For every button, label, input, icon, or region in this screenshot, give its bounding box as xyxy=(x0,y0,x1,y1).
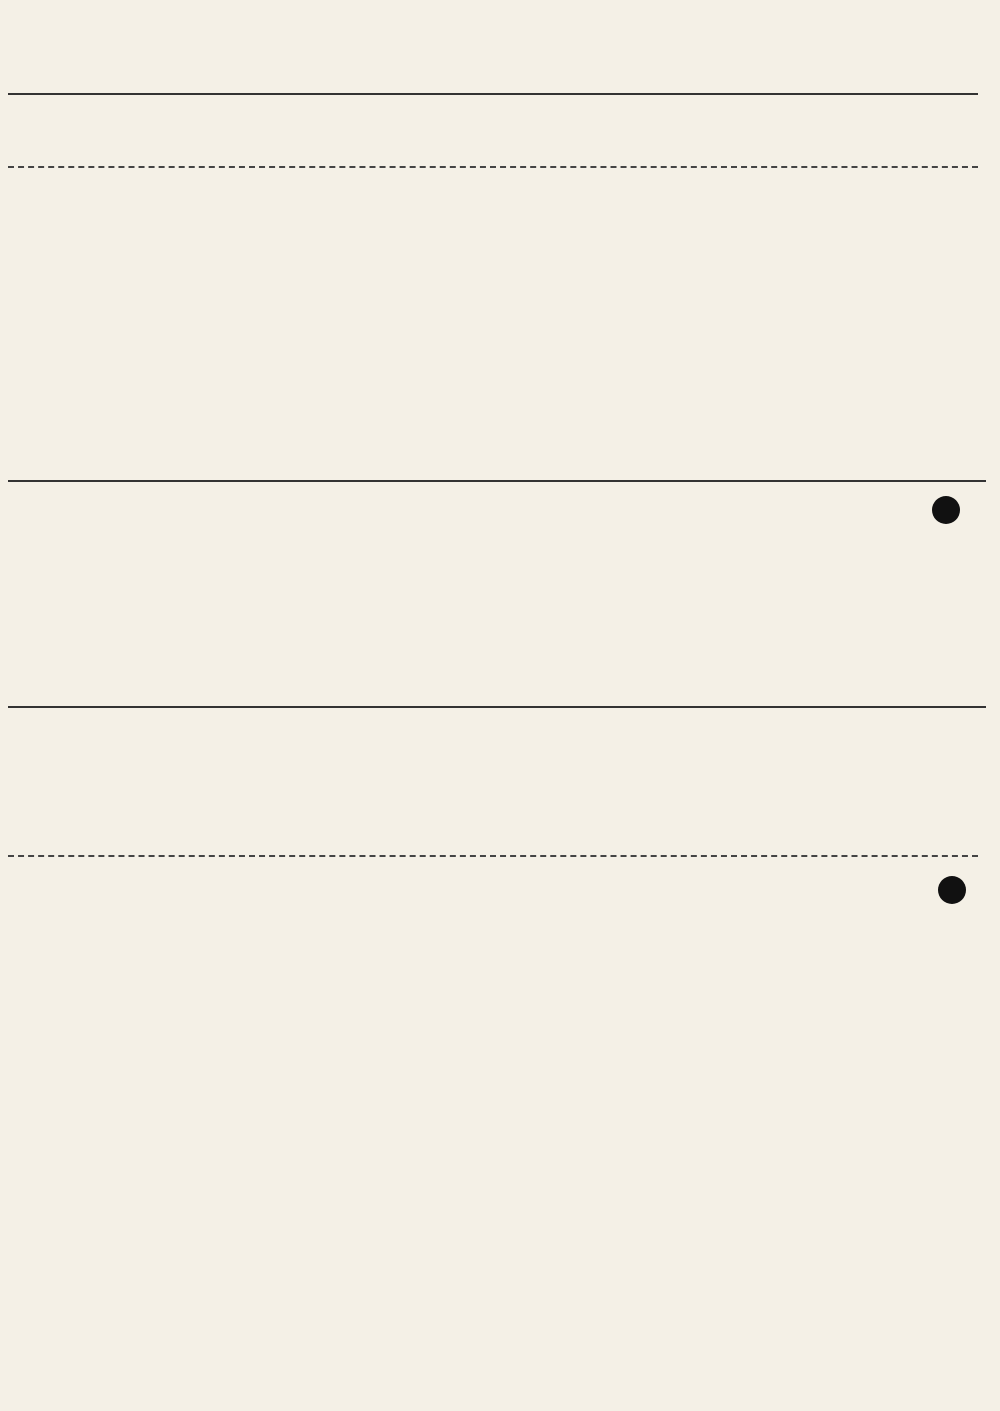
punch-hole xyxy=(932,496,960,524)
aerological-chart xyxy=(0,880,800,1360)
punch-hole xyxy=(938,876,966,904)
